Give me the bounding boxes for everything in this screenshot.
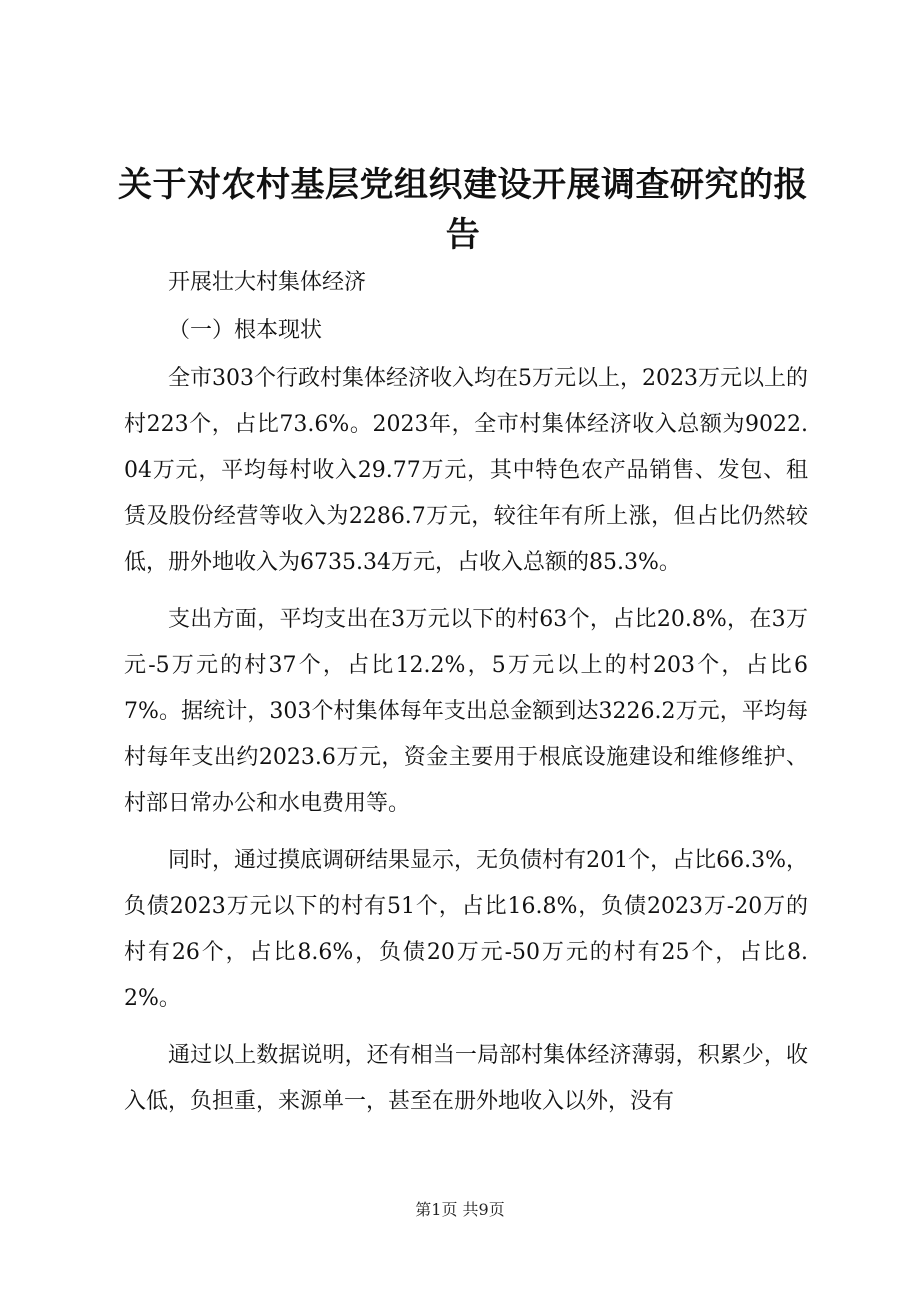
- page-indicator: 第1页 共9页: [415, 1200, 505, 1219]
- paragraph-debt: 同时，通过摸底调研结果显示，无负债村有201个，占比66.3%，负债2023万元以下的村有51个，占比16.8%，负债2023万-20万的村有26个，占比8.6%，负债20万元-50万元的村有25个，占比8.2%。: [124, 848, 808, 1011]
- document-title: 关于对农村基层党组织建设开展调查研究的报告: [118, 165, 808, 255]
- section-heading: 开展壮大村集体经济: [168, 270, 367, 295]
- document-body: [124, 260, 808, 1136]
- subsection-heading: （一）根本现状: [168, 318, 323, 343]
- paragraph-expenditure: 支出方面，平均支出在3万元以下的村63个，占比20.8%，在3万元-5万元的村37个，占比12.2%，5万元以上的村203个，占比67%。据统计，303个村集体每年支出总金额到达3226.2万元，平均每村每年支出约2023.6万元，资金主要用于根底设施建设和维修维护、村部日常办公和水电费用等。: [124, 607, 808, 816]
- paragraph-income: 全市303个行政村集体经济收入均在5万元以上，2023万元以上的村223个，占比73.6%。2023年，全市村集体经济收入总额为9022.04万元，平均每村收入29.77万元，其中特色农产品销售、发包、租赁及股份经营等收入为2286.7万元，较往年有所上涨，但占比仍然较低，册外地收入为6735.34万元，占收入总额的85.3%。: [124, 366, 808, 575]
- paragraph-conclusion: 通过以上数据说明，还有相当一局部村集体经济薄弱，积累少，收入低，负担重，来源单一，甚至在册外地收入以外，没有: [124, 1043, 808, 1114]
